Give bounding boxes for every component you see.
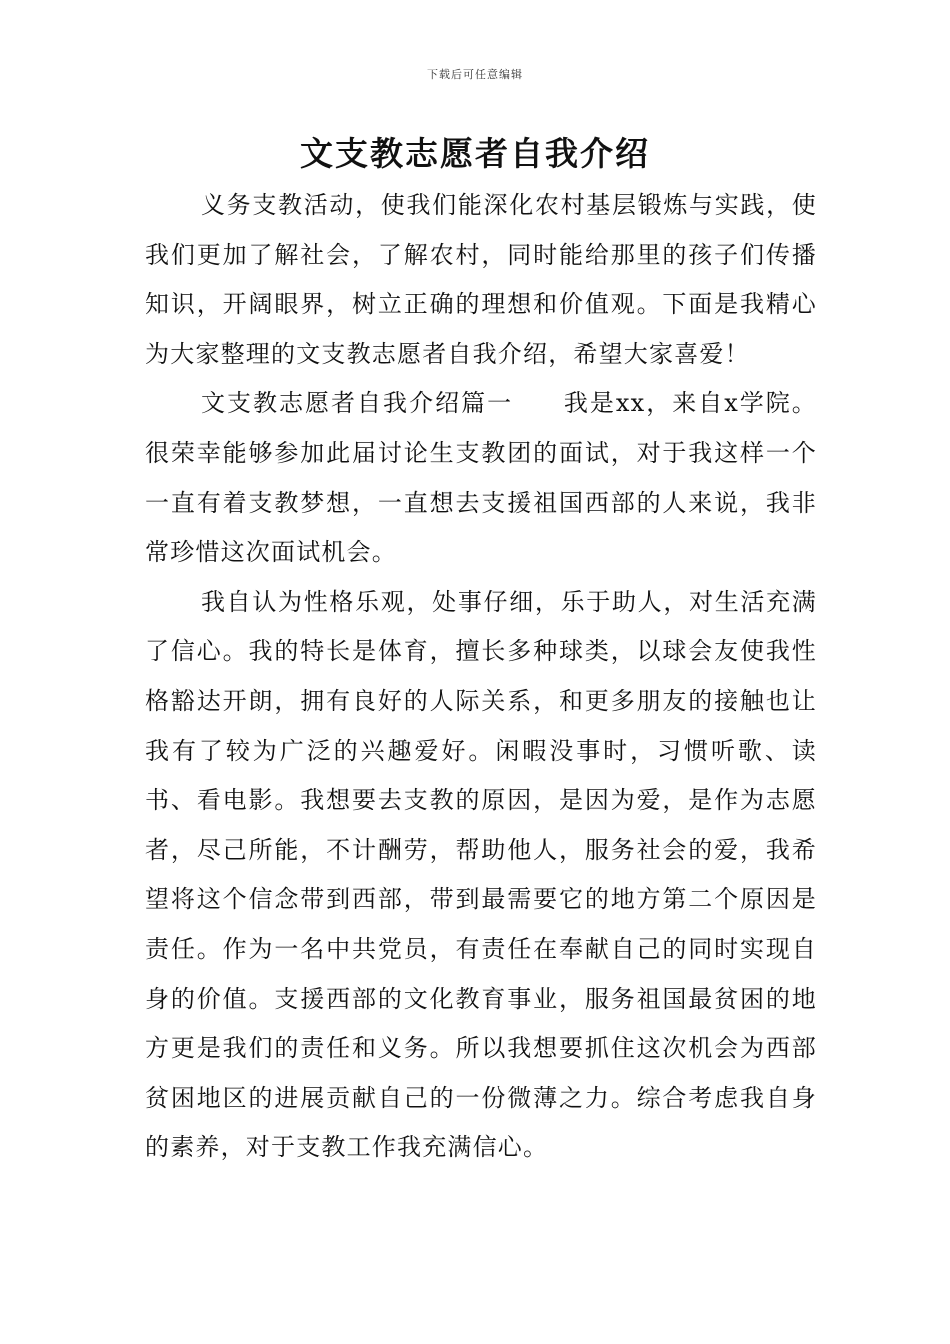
header-note: 下载后可任意编辑 xyxy=(427,68,523,81)
body-paragraph: 我自认为性格乐观，处事仔细，乐于助人，对生活充满了信心。我的特长是体育，擅长多种球类，以球会友使我性格豁达开朗，拥有良好的人际关系，和更多朋友的接触也让我有了较为广泛的兴趣爱好。闲暇没事时，习惯听歌、读书、看电影。我想要去支教的原因，是因为爱，是作为志愿者，尽己所能，不计酬劳，帮助他人，服务社会的爱，我希望将这个信念带到西部，带到最需要它的地方第二个原因是责任。作为一名中共党员，有责任在奉献自己的同时实现自身的价值。支援西部的文化教育事业，服务祖国最贫困的地方更是我们的责任和义务。所以我想要抓住这次机会为西部贫困地区的进展贡献自己的一份微薄之力。综合考虑我自身的素养，对于支教工作我充满信心。 xyxy=(145,587,817,1162)
section-paragraph xyxy=(145,379,817,577)
section-text: 我是xx，来自x学院。很荣幸能够参加此届讨论生支教团的面试，对于我这样一个一直有着支教梦想，一直想去支援祖国西部的人来说，我非常珍惜这次面试机会。 xyxy=(145,389,817,567)
section-heading: 文支教志愿者自我介绍篇一 xyxy=(201,389,514,418)
intro-paragraph: 义务支教活动，使我们能深化农村基层锻炼与实践，使我们更加了解社会，了解农村，同时能给那里的孩子们传播知识，开阔眼界，树立正确的理想和价值观。下面是我精心为大家整理的文支教志愿者自我介绍，希望大家喜爱！ xyxy=(145,191,817,368)
page-title: 文支教志愿者自我介绍 xyxy=(300,134,650,173)
document-body xyxy=(145,181,817,1173)
